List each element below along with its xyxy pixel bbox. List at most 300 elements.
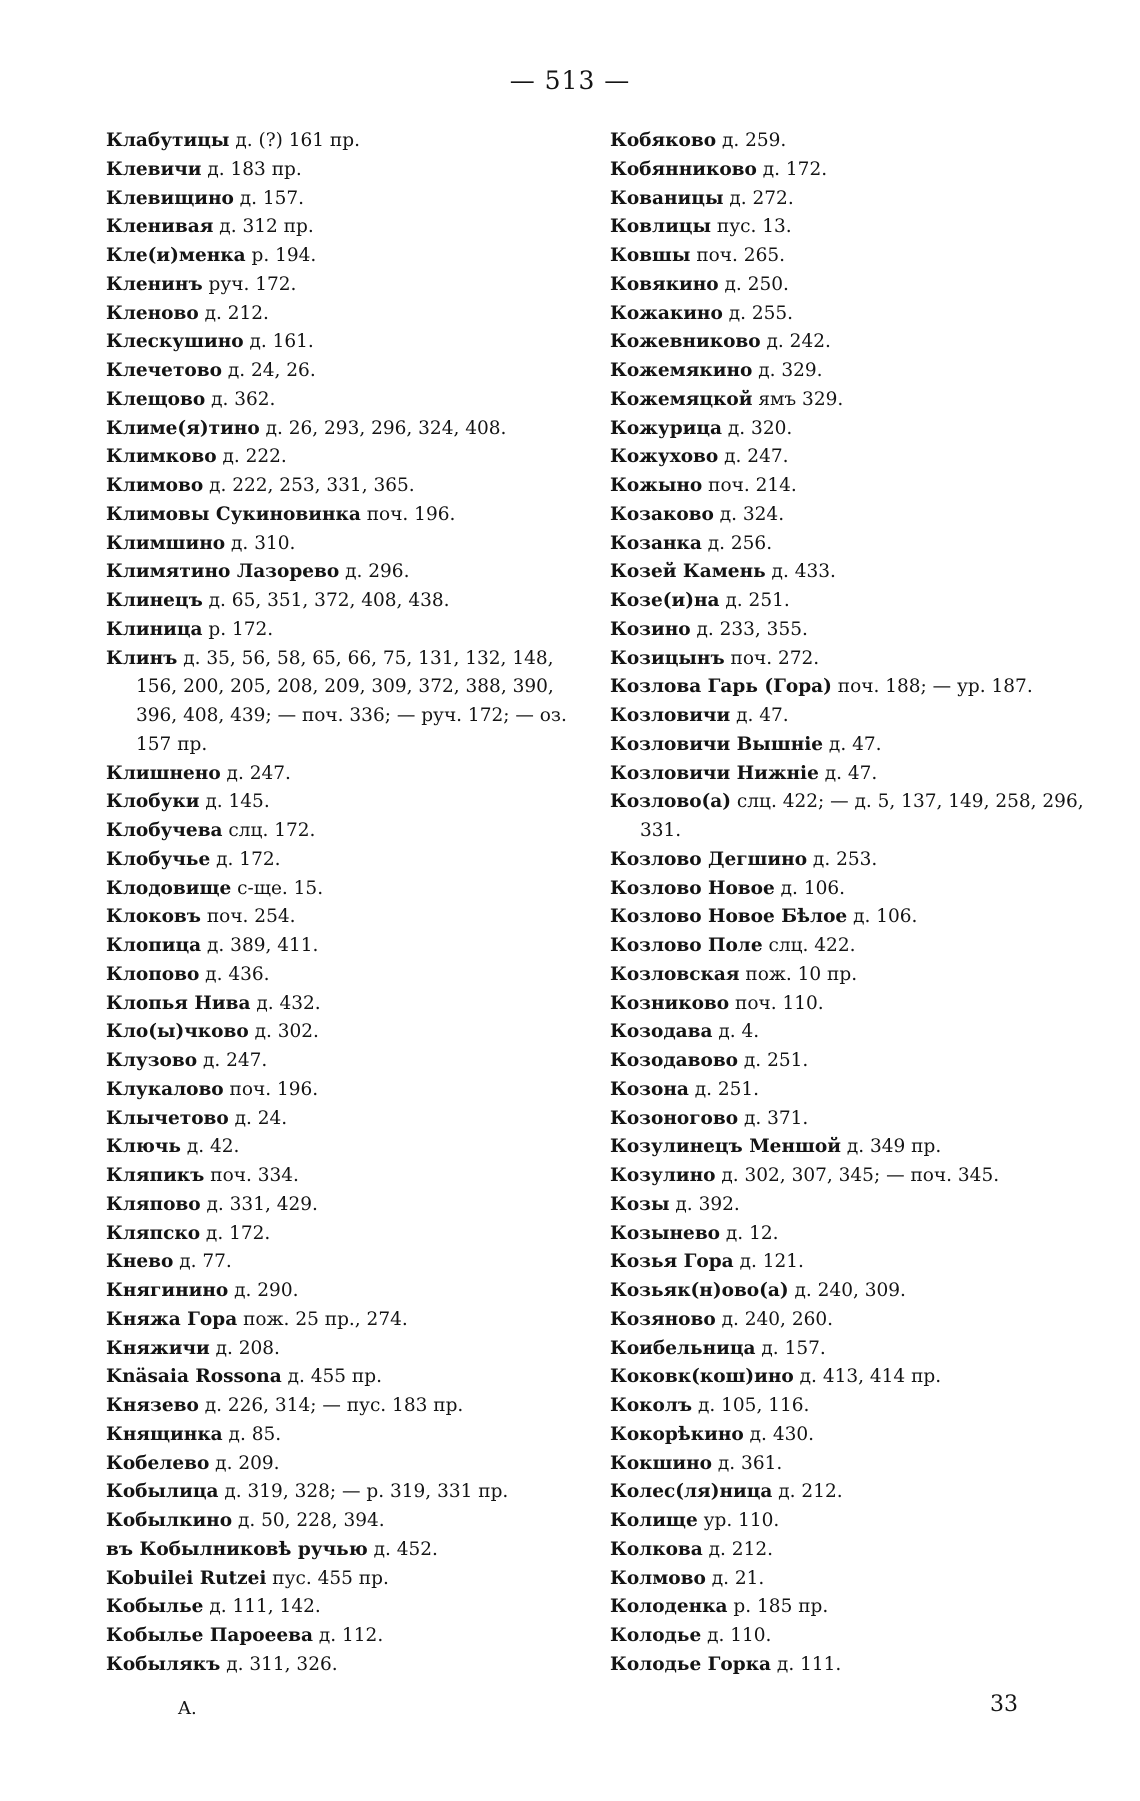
entry-references: д. 362. [205, 388, 276, 410]
index-entry [610, 846, 1100, 875]
entry-headword: Козяново [610, 1308, 716, 1330]
entry-references: д. 157. [233, 187, 305, 209]
entry-headword: Клычетово [106, 1107, 229, 1129]
entry-references: д. 255. [722, 302, 794, 324]
entry-references: д. 392. [669, 1193, 740, 1215]
entry-references: д. 272. [723, 187, 794, 209]
entry-headword: Козловичи Вышніе [610, 733, 824, 755]
entry-references: д. 371. [738, 1107, 809, 1129]
index-column-left [106, 127, 596, 1680]
entry-references: д. 110. [701, 1625, 772, 1646]
entry-references: д. 256. [701, 532, 773, 554]
entry-headword: Клинецъ [106, 590, 203, 611]
index-entry [106, 1593, 596, 1622]
entry-references: д. 106. [847, 906, 918, 928]
entry-headword: Кожемяцкой [610, 388, 753, 410]
entry-headword: Козицынъ [610, 647, 725, 669]
entry-references: д. 302, 307, 345; — поч. 345. [715, 1165, 1000, 1186]
entry-references: д. 111. [771, 1653, 842, 1675]
entry-references: д. 106. [774, 877, 846, 899]
entry-headword: Кле(и)менка [106, 245, 246, 266]
entry-references: р. 194. [245, 245, 317, 266]
entry-headword: Козы [610, 1193, 670, 1215]
index-entry [610, 1622, 1100, 1651]
entry-headword: Кляпско [106, 1222, 201, 1244]
entry-headword: Климятино Лазорево [106, 561, 340, 583]
index-entry [610, 990, 1100, 1019]
index-entry [106, 1565, 596, 1594]
entry-headword: Козино [610, 618, 691, 640]
index-entry [610, 185, 1100, 214]
index-entry [106, 357, 596, 386]
entry-references: д. 432. [250, 992, 321, 1014]
index-entry [106, 875, 596, 904]
entry-references: д. 242. [760, 331, 831, 353]
entry-references: д. 172. [200, 1222, 271, 1244]
entry-references: р. 172. [202, 618, 274, 640]
entry-references: д. 121. [733, 1251, 804, 1273]
index-entry [106, 587, 596, 616]
entry-headword: Козлово(а) [610, 791, 732, 813]
index-entry [610, 1507, 1100, 1536]
entry-references: д. 312 пр. [213, 216, 314, 238]
entry-references: д. 361. [712, 1452, 783, 1474]
entry-headword: Кожакино [610, 302, 723, 324]
entry-headword: Кожевниково [610, 331, 761, 353]
entry-headword: Козловичи [610, 705, 731, 726]
entry-headword: Колодье Горка [610, 1653, 772, 1675]
index-entry [106, 1622, 596, 1651]
entry-headword: Клиница [106, 618, 203, 640]
entry-references: д. 105, 116. [692, 1395, 810, 1416]
entry-references: д. 259. [716, 130, 787, 151]
entry-headword: Козья Гора [610, 1251, 734, 1273]
entry-references: поч. 254. [200, 906, 296, 928]
entry-references: д. 324. [713, 503, 785, 525]
entry-references: слц. 422. [762, 935, 856, 956]
entry-references: д. 212. [198, 302, 269, 324]
index-entry [610, 501, 1100, 530]
index-entry [106, 903, 596, 932]
entry-headword: Кокшино [610, 1452, 713, 1474]
entry-references: р. 185 пр. [727, 1596, 829, 1618]
entry-references: д. 296. [339, 561, 410, 583]
entry-headword: Кобылье [106, 1596, 204, 1618]
entry-references: поч. 196. [223, 1078, 319, 1100]
index-entry [106, 1248, 596, 1277]
entry-headword: Климшино [106, 532, 226, 554]
entry-references: д. 329. [752, 360, 823, 381]
entry-references: д. 112. [312, 1625, 384, 1646]
index-entry [106, 645, 596, 760]
entry-headword: Клевищино [106, 187, 234, 209]
entry-references: поч. 272. [724, 647, 820, 669]
entry-references: д. 157. [755, 1337, 826, 1359]
entry-headword: Кобылица [106, 1481, 219, 1503]
entry-references: ямъ 329. [752, 388, 844, 410]
entry-headword: Козлово Поле [610, 935, 763, 956]
entry-references: д. 311, 326. [220, 1653, 338, 1675]
entry-headword: Клопья Нива [106, 992, 251, 1014]
index-entry [106, 1162, 596, 1191]
index-entry [610, 961, 1100, 990]
entry-headword: Клобуки [106, 791, 200, 813]
entry-references: слц. 172. [222, 820, 316, 841]
entry-headword: Клинъ [106, 647, 178, 669]
index-entry [106, 415, 596, 444]
index-entry [106, 760, 596, 789]
entry-headword: Коколъ [610, 1395, 693, 1416]
index-entry [106, 1363, 596, 1392]
entry-references: поч. 334. [204, 1165, 299, 1186]
entry-headword: Козлово Дегшино [610, 848, 808, 870]
entry-references: д. 251. [738, 1050, 809, 1071]
entry-references: поч. 110. [729, 992, 824, 1014]
page-number: — 513 — [509, 66, 631, 95]
index-entry [610, 1105, 1100, 1134]
index-entry [610, 1306, 1100, 1335]
entry-references: д. 212. [702, 1538, 773, 1560]
entry-references: пус. 455 пр. [266, 1567, 389, 1589]
entry-headword: Кованицы [610, 187, 724, 209]
index-entry [106, 271, 596, 300]
entry-headword: Кляпово [106, 1193, 201, 1215]
index-entry [106, 1105, 596, 1134]
entry-references: д. 240, 309. [788, 1280, 906, 1301]
index-entry [610, 1450, 1100, 1479]
index-entry [106, 616, 596, 645]
index-entry [106, 817, 596, 846]
entry-headword: Кленово [106, 302, 199, 324]
entry-headword: Козловская [610, 963, 740, 985]
entry-headword: Козодава [610, 1021, 713, 1043]
index-entry [610, 1220, 1100, 1249]
entry-references: д. 85. [222, 1423, 282, 1445]
entry-headword: Козловичи Нижніе [610, 762, 819, 784]
entry-headword: Колоденка [610, 1596, 728, 1618]
entry-references: д. 222. [216, 446, 287, 468]
entry-references: д. 310. [225, 532, 296, 554]
entry-headword: Кобылкино [106, 1510, 233, 1531]
index-entry [106, 443, 596, 472]
entry-headword: Колмово [610, 1567, 706, 1589]
index-entry [610, 328, 1100, 357]
index-entry [106, 558, 596, 587]
index-entry [106, 1478, 596, 1507]
index-entry [610, 300, 1100, 329]
entry-headword: Кобяково [610, 130, 717, 151]
index-entry [610, 1536, 1100, 1565]
entry-headword: Ключь [106, 1136, 181, 1158]
index-entry [610, 558, 1100, 587]
entry-headword: Кло(ы)чково [106, 1021, 249, 1043]
entry-references: д. 290. [228, 1280, 299, 1301]
entry-references: д. 226, 314; — пус. 183 пр. [198, 1395, 464, 1416]
index-entry [610, 127, 1100, 156]
entry-references: д. 430. [743, 1423, 815, 1445]
index-entry [106, 1306, 596, 1335]
entry-headword: Knäsaia Rossona [106, 1366, 282, 1388]
entry-headword: Кожыно [610, 475, 703, 496]
entry-headword: Козона [610, 1078, 689, 1100]
index-entry [610, 1392, 1100, 1421]
entry-headword: Климовы Сукиновинка [106, 503, 361, 525]
entry-headword: Клишнено [106, 762, 221, 784]
entry-references: д. 208. [209, 1337, 280, 1359]
entry-headword: Козулино [610, 1165, 716, 1186]
index-entry [610, 472, 1100, 501]
index-entry [610, 1421, 1100, 1450]
index-entry [610, 760, 1100, 789]
index-entry [610, 1162, 1100, 1191]
entry-headword: Климково [106, 446, 217, 468]
index-entry [610, 415, 1100, 444]
entry-references: поч. 265. [690, 245, 785, 266]
entry-headword: Козе(и)на [610, 590, 720, 611]
index-entry [106, 1133, 596, 1162]
index-entry [106, 127, 596, 156]
index-entry [610, 1277, 1100, 1306]
entry-references: д. 433. [765, 561, 836, 583]
entry-headword: Ковлицы [610, 216, 712, 238]
entry-references: д. 111, 142. [203, 1596, 321, 1618]
entry-references: д. 302. [248, 1021, 319, 1043]
index-entry [106, 328, 596, 357]
entry-headword: Климово [106, 475, 204, 496]
entry-references: пож. 10 пр. [739, 963, 858, 985]
index-entry [106, 1220, 596, 1249]
entry-headword: Колес(ля)ница [610, 1481, 773, 1503]
entry-references: д. 183 пр. [201, 158, 302, 180]
entry-headword: Княжа Гора [106, 1308, 238, 1330]
index-entry [106, 1450, 596, 1479]
index-entry [106, 242, 596, 271]
entry-references: д. 21. [705, 1567, 765, 1589]
entry-references: д. 233, 355. [690, 618, 808, 640]
entry-headword: Козей Камень [610, 561, 766, 583]
index-entry [106, 846, 596, 875]
entry-headword: Кожурица [610, 417, 723, 439]
entry-headword: Клопово [106, 963, 200, 985]
entry-headword: Клодовище [106, 877, 232, 899]
entry-headword: Клабутицы [106, 130, 230, 151]
index-entry [106, 1392, 596, 1421]
index-entry [610, 1047, 1100, 1076]
entry-references: поч. 214. [702, 475, 797, 496]
entry-references: пус. 13. [711, 216, 792, 238]
entry-references: д. 222, 253, 331, 365. [203, 475, 415, 496]
index-entry [106, 386, 596, 415]
entry-references: д. 247. [197, 1050, 268, 1071]
index-entry [610, 357, 1100, 386]
index-entry [610, 271, 1100, 300]
entry-references: с-ще. 15. [231, 877, 324, 899]
entry-headword: Клузово [106, 1050, 198, 1071]
entry-headword: Кнево [106, 1251, 174, 1273]
entry-references: д. 212. [772, 1481, 843, 1503]
entry-references: д. 209. [209, 1452, 280, 1474]
index-entry [106, 1651, 596, 1680]
entry-headword: Кляпикъ [106, 1165, 205, 1186]
entry-references: д. 26, 293, 296, 324, 408. [259, 417, 507, 439]
entry-headword: Козанка [610, 532, 702, 554]
index-entry [106, 1507, 596, 1536]
index-entry [610, 1478, 1100, 1507]
index-entry [610, 731, 1100, 760]
index-entry [610, 673, 1100, 702]
index-entry [610, 645, 1100, 674]
entry-headword: Ковшы [610, 245, 691, 266]
entry-headword: Кожухово [610, 446, 719, 468]
entry-headword: Козоногово [610, 1107, 739, 1129]
entry-headword: Козлово Новое [610, 877, 775, 899]
index-entry [610, 1651, 1100, 1680]
index-entry [106, 530, 596, 559]
entry-headword: Колище [610, 1510, 698, 1531]
index-entry [610, 530, 1100, 559]
entry-references: пож. 25 пр., 274. [237, 1308, 408, 1330]
entry-references: д. 320. [722, 417, 793, 439]
index-entry [106, 1277, 596, 1306]
entry-headword: Князево [106, 1395, 199, 1416]
entry-references: д. 65, 351, 372, 408, 438. [202, 590, 450, 611]
index-entry [106, 788, 596, 817]
entry-headword: Клобучье [106, 848, 211, 870]
entry-references: ур. 110. [697, 1510, 780, 1531]
entry-headword: Клукалово [106, 1078, 224, 1100]
entry-references: поч. 188; — ур. 187. [831, 676, 1033, 698]
entry-headword: Козынево [610, 1222, 721, 1244]
entry-headword: Княгинино [106, 1280, 229, 1301]
entry-headword: Коковк(кош)ино [610, 1366, 794, 1388]
entry-references: д. 240, 260. [715, 1308, 834, 1330]
entry-references: д. 452. [367, 1538, 438, 1560]
index-entry [610, 875, 1100, 904]
entry-references: д. 253. [807, 848, 878, 870]
entry-headword: Клевичи [106, 158, 202, 180]
index-entry [610, 587, 1100, 616]
entry-references: д. 319, 328; — р. 319, 331 пр. [218, 1481, 509, 1503]
entry-headword: Клопица [106, 935, 202, 956]
index-entry [106, 1421, 596, 1450]
entry-references: д. 413, 414 пр. [793, 1366, 942, 1388]
index-entry [610, 1191, 1100, 1220]
entry-references: д. 42. [180, 1136, 240, 1158]
entry-references: д. 47. [818, 762, 878, 784]
entry-references: д. 389, 411. [201, 935, 319, 956]
entry-references: д. 24. [228, 1107, 288, 1129]
entry-headword: Клобучева [106, 820, 223, 841]
index-entry [610, 156, 1100, 185]
entry-references: д. 172. [756, 158, 828, 180]
entry-references: слц. 422; — д. 5, 137, 149, 258, 296, 331. [640, 791, 1084, 841]
index-entry [610, 1133, 1100, 1162]
index-entry [610, 386, 1100, 415]
entry-headword: Колкова [610, 1538, 703, 1560]
entry-headword: Клечетово [106, 360, 222, 381]
entry-references: д. 77. [173, 1251, 232, 1273]
entry-headword: Княжичи [106, 1337, 210, 1359]
entry-references: д. 47. [823, 733, 882, 755]
entry-headword: Кобелево [106, 1452, 210, 1474]
entry-references: д. 251. [719, 590, 790, 611]
entry-references: д. 331, 429. [200, 1193, 318, 1215]
entry-headword: Клещово [106, 388, 206, 410]
entry-references: д. 172. [210, 848, 281, 870]
entry-headword: Колодье [610, 1625, 702, 1646]
index-entry [106, 1335, 596, 1364]
entry-references: д. 145. [199, 791, 270, 813]
entry-references: д. 12. [720, 1222, 779, 1244]
entry-headword: Кленивая [106, 216, 214, 238]
entry-headword: Кобянниково [610, 158, 757, 180]
entry-references: поч. 196. [360, 503, 456, 525]
index-entry [610, 1248, 1100, 1277]
entry-headword: Козниково [610, 992, 730, 1014]
entry-references: д. 455 пр. [281, 1366, 382, 1388]
index-entry [106, 300, 596, 329]
index-entry [610, 1593, 1100, 1622]
index-entry [106, 472, 596, 501]
entry-headword: Козаково [610, 503, 714, 525]
index-entry [106, 1018, 596, 1047]
index-entry [610, 903, 1100, 932]
index-column-right [610, 127, 1100, 1680]
entry-references: д. 24, 26. [221, 360, 316, 381]
entry-references: д. 47. [730, 705, 789, 726]
index-entry [610, 1018, 1100, 1047]
index-entry [106, 1076, 596, 1105]
entry-references: д. 35, 56, 58, 65, 66, 75, 131, 132, 148, 156, 200, 205, 208, 209, 309, 372, 388, 390, 396, 408, 439; — поч. 336; — руч. 172; — оз. 157 пр. [136, 647, 567, 755]
entry-headword: Козлова Гарь (Гора) [610, 676, 832, 698]
entry-headword: Клескушино [106, 331, 244, 353]
index-entry [106, 156, 596, 185]
index-entry [610, 213, 1100, 242]
entry-references: д. 251. [688, 1078, 760, 1100]
index-entry [610, 1363, 1100, 1392]
entry-headword: Кобылье Пароеева [106, 1625, 313, 1646]
entry-references: д. 247. [718, 446, 789, 468]
entry-headword: Кокорѣкино [610, 1423, 744, 1445]
entry-headword: Козлово Новое Бѣлое [610, 906, 848, 928]
index-entry [610, 702, 1100, 731]
index-entry [106, 185, 596, 214]
entry-headword: Климе(я)тино [106, 417, 260, 439]
index-entry [610, 443, 1100, 472]
folio-number: 33 [990, 1692, 1018, 1717]
entry-headword: Княщинка [106, 1423, 223, 1445]
entry-headword: Kobuilei Rutzei [106, 1567, 267, 1589]
entry-references: д. 4. [712, 1021, 760, 1043]
index-entry [106, 990, 596, 1019]
entry-headword: Козодавово [610, 1050, 739, 1071]
entry-headword: Коибельница [610, 1337, 756, 1359]
index-entry [610, 932, 1100, 961]
entry-references: д. 161. [243, 331, 314, 353]
entry-headword: въ Кобылниковѣ ручью [106, 1538, 368, 1560]
entry-references: д. (?) 161 пр. [229, 130, 360, 151]
index-entry [106, 932, 596, 961]
entry-headword: Козулинецъ Меншой [610, 1136, 841, 1158]
entry-headword: Клоковъ [106, 906, 201, 928]
entry-references: д. 50, 228, 394. [232, 1510, 385, 1531]
entry-references: д. 349 пр. [840, 1136, 942, 1158]
index-entry [610, 1565, 1100, 1594]
entry-references: д. 250. [718, 273, 789, 295]
entry-headword: Козьяк(н)ово(а) [610, 1280, 789, 1301]
entry-references: д. 436. [199, 963, 270, 985]
index-entry [106, 213, 596, 242]
